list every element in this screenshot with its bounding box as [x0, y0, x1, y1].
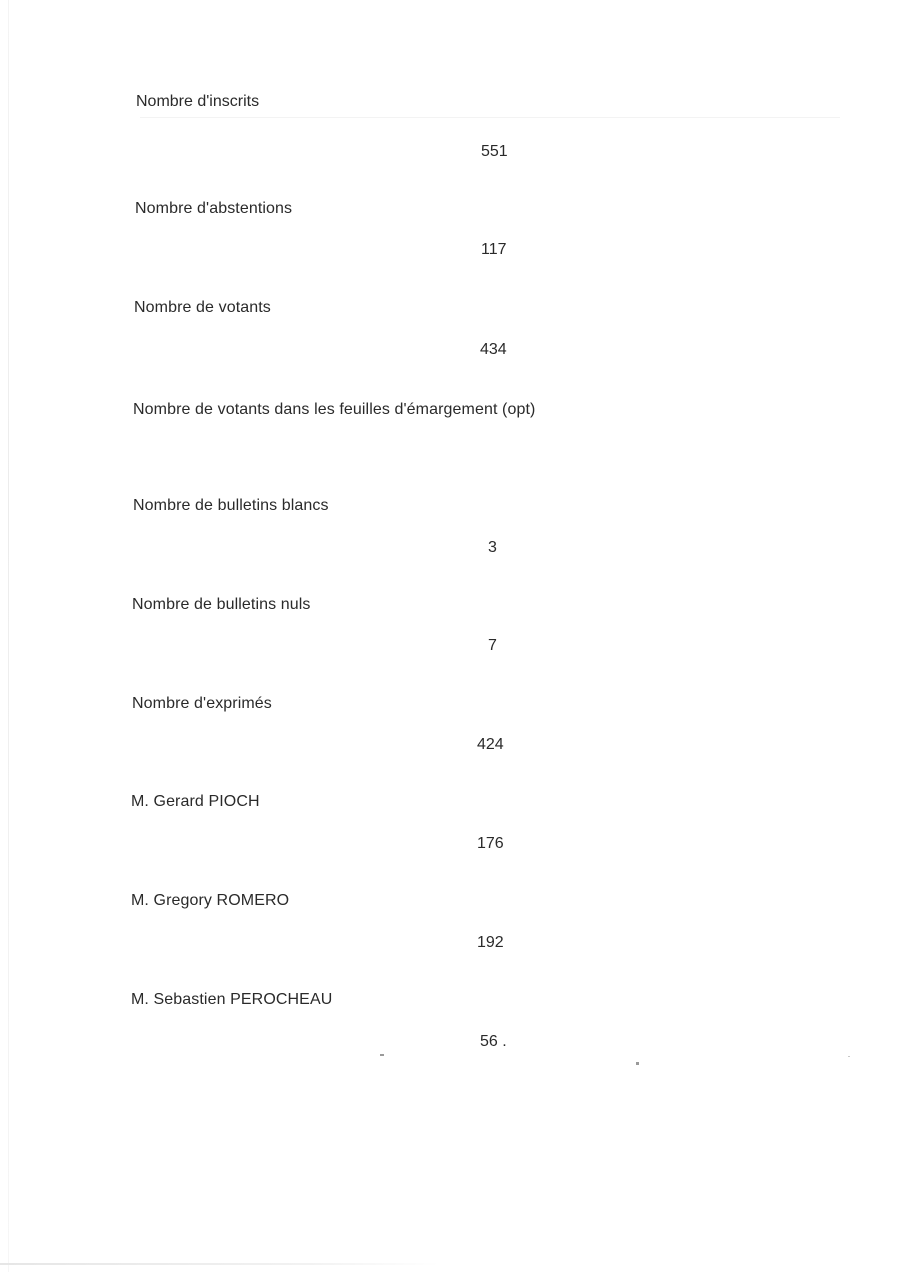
row-label-emargement: Nombre de votants dans les feuilles d'émargement (opt): [133, 401, 536, 418]
row-label-blancs: Nombre de bulletins blancs: [133, 497, 329, 514]
row-value-abstentions: 117: [481, 241, 507, 258]
row-value-votants: 434: [480, 341, 507, 358]
scan-speck: [848, 1056, 850, 1057]
row-value-candidate-pioch: 176: [477, 835, 504, 852]
row-label-inscrits: Nombre d'inscrits: [136, 93, 260, 110]
row-label-abstentions: Nombre d'abstentions: [135, 200, 293, 217]
scan-speck: [636, 1062, 639, 1065]
row-label-candidate-perocheau: M. Sebastien PEROCHEAU: [131, 991, 333, 1008]
row-label-exprimes: Nombre d'exprimés: [132, 695, 272, 712]
row-value-nuls: 7: [488, 637, 497, 654]
page-edge: [8, 0, 9, 1272]
bottom-rule: [0, 1263, 440, 1265]
row-label-votants: Nombre de votants: [134, 299, 271, 316]
row-value-candidate-romero: 192: [477, 934, 504, 951]
row-value-inscrits: 551: [481, 143, 508, 160]
row-value-blancs: 3: [488, 539, 497, 556]
row-value-candidate-perocheau: 56 .: [480, 1033, 507, 1050]
row-label-nuls: Nombre de bulletins nuls: [132, 596, 311, 613]
row-label-candidate-pioch: M. Gerard PIOCH: [131, 793, 260, 810]
scan-speck: [380, 1054, 384, 1056]
scan-rule: [140, 117, 840, 118]
row-value-exprimes: 424: [477, 736, 504, 753]
row-label-candidate-romero: M. Gregory ROMERO: [131, 892, 290, 909]
